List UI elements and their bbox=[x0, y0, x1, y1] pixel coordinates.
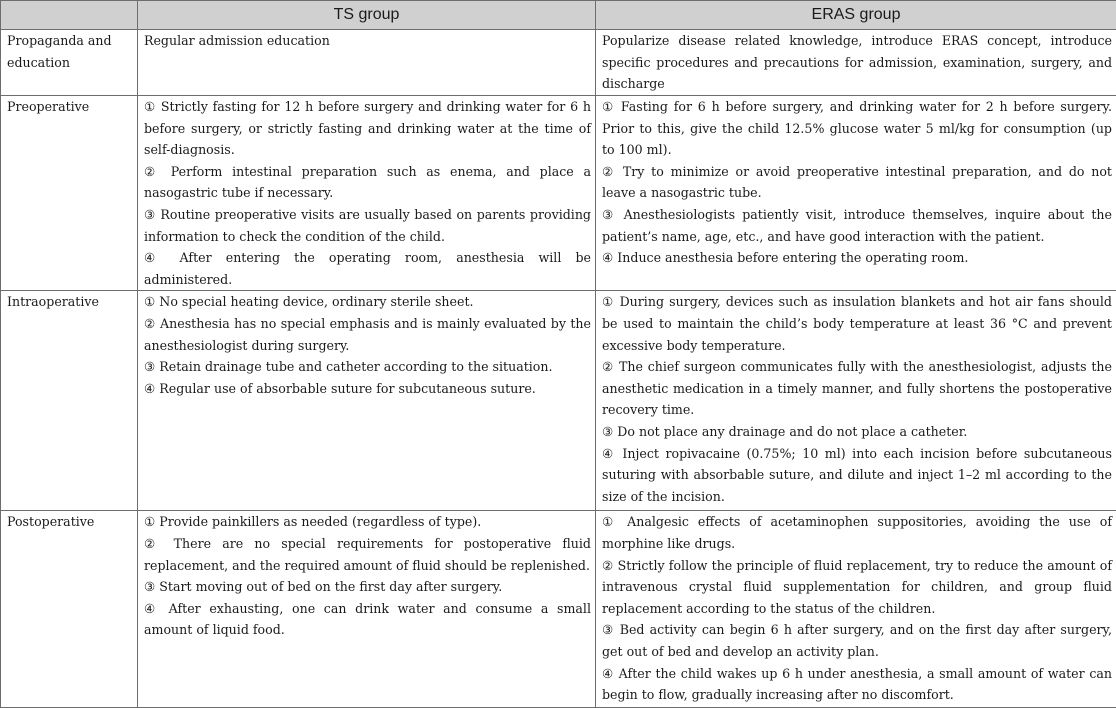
ts-item: ④ After exhausting, one can drink water and consume a small amount of liquid food. bbox=[144, 598, 591, 641]
eras-group-column-header: ERAS group bbox=[596, 1, 1116, 30]
eras-cell bbox=[596, 291, 1116, 511]
eras-cell bbox=[596, 30, 1116, 96]
ts-cell bbox=[138, 291, 596, 511]
eras-cell bbox=[596, 511, 1116, 708]
ts-cell bbox=[138, 30, 596, 96]
eras-item: ② The chief surgeon communicates fully with the anesthesiologist, adjusts the anesthetic medication in a timely manner, and fully shortens the postoperative recovery time. bbox=[602, 356, 1112, 421]
ts-group-column-header: TS group bbox=[138, 1, 596, 30]
table-row-intraoperative bbox=[1, 291, 1116, 511]
table-row-postoperative bbox=[1, 511, 1116, 708]
eras-item: ③ Bed activity can begin 6 h after surgery, and on the first day after surgery, get out of bed and develop an activity plan. bbox=[602, 619, 1112, 662]
eras-item: ④ After the child wakes up 6 h under anesthesia, a small amount of water can begin to flow, gradually increasing after no discomfort. bbox=[602, 663, 1112, 706]
table-row-propaganda bbox=[1, 30, 1116, 96]
ts-item: ① Strictly fasting for 12 h before surgery and drinking water for 6 h before surgery, or strictly fasting and drinking water at the time of self-diagnosis. bbox=[144, 96, 591, 161]
header-row bbox=[1, 1, 1116, 30]
ts-item: ② There are no special requirements for postoperative fluid replacement, and the required amount of fluid should be replenished. bbox=[144, 533, 591, 576]
stage-label: Preoperative bbox=[1, 96, 138, 291]
ts-item: ② Perform intestinal preparation such as enema, and place a nasogastric tube if necessary. bbox=[144, 161, 591, 204]
ts-item: ① Provide painkillers as needed (regardless of type). bbox=[144, 511, 591, 533]
stage-label: Postoperative bbox=[1, 511, 138, 708]
ts-item: ③ Start moving out of bed on the first day after surgery. bbox=[144, 576, 591, 598]
eras-item: Popularize disease related knowledge, introduce ERAS concept, introduce specific procedures and precautions for admission, examination, surgery, and discharge bbox=[602, 30, 1112, 95]
stage-column-header bbox=[1, 1, 138, 30]
ts-item: ③ Routine preoperative visits are usually based on parents providing information to check the condition of the child. bbox=[144, 204, 591, 247]
eras-item: ② Strictly follow the principle of fluid replacement, try to reduce the amount of intravenous crystal fluid supplementation for children, and group fluid replacement according to the status of the children. bbox=[602, 555, 1112, 620]
eras-item: ③ Anesthesiologists patiently visit, introduce themselves, inquire about the patient’s name, age, etc., and have good interaction with the patient. bbox=[602, 204, 1112, 247]
eras-item: ④ Inject ropivacaine (0.75%; 10 ml) into each incision before subcutaneous suturing with absorbable suture, and dilute and inject 1–2 ml according to the size of the incision. bbox=[602, 443, 1112, 508]
ts-item: ④ Regular use of absorbable suture for subcutaneous suture. bbox=[144, 378, 591, 400]
table-row-preoperative bbox=[1, 96, 1116, 291]
ts-item: Regular admission education bbox=[144, 30, 591, 52]
ts-item: ③ Retain drainage tube and catheter according to the situation. bbox=[144, 356, 591, 378]
eras-item: ① Fasting for 6 h before surgery, and drinking water for 2 h before surgery. Prior to this, give the child 12.5% glucose water 5 ml/kg for consumption (up to 100 ml). bbox=[602, 96, 1112, 161]
eras-item: ③ Do not place any drainage and do not place a catheter. bbox=[602, 421, 1112, 443]
stage-label: Propaganda and education bbox=[1, 30, 138, 96]
eras-item: ② Try to minimize or avoid preoperative intestinal preparation, and do not leave a nasogastric tube. bbox=[602, 161, 1112, 204]
stage-label: Intraoperative bbox=[1, 291, 138, 511]
eras-item: ① Analgesic effects of acetaminophen suppositories, avoiding the use of morphine like drugs. bbox=[602, 511, 1112, 554]
ts-item: ① No special heating device, ordinary sterile sheet. bbox=[144, 291, 591, 313]
ts-item: ④ After entering the operating room, anesthesia will be administered. bbox=[144, 247, 591, 290]
ts-cell bbox=[138, 96, 596, 291]
eras-cell bbox=[596, 96, 1116, 291]
ts-item: ② Anesthesia has no special emphasis and is mainly evaluated by the anesthesiologist during surgery. bbox=[144, 313, 591, 356]
eras-item: ④ Induce anesthesia before entering the operating room. bbox=[602, 247, 1112, 269]
eras-item: ① During surgery, devices such as insulation blankets and hot air fans should be used to maintain the child’s body temperature at least 36 °C and prevent excessive body temperature. bbox=[602, 291, 1112, 356]
ts-cell bbox=[138, 511, 596, 708]
